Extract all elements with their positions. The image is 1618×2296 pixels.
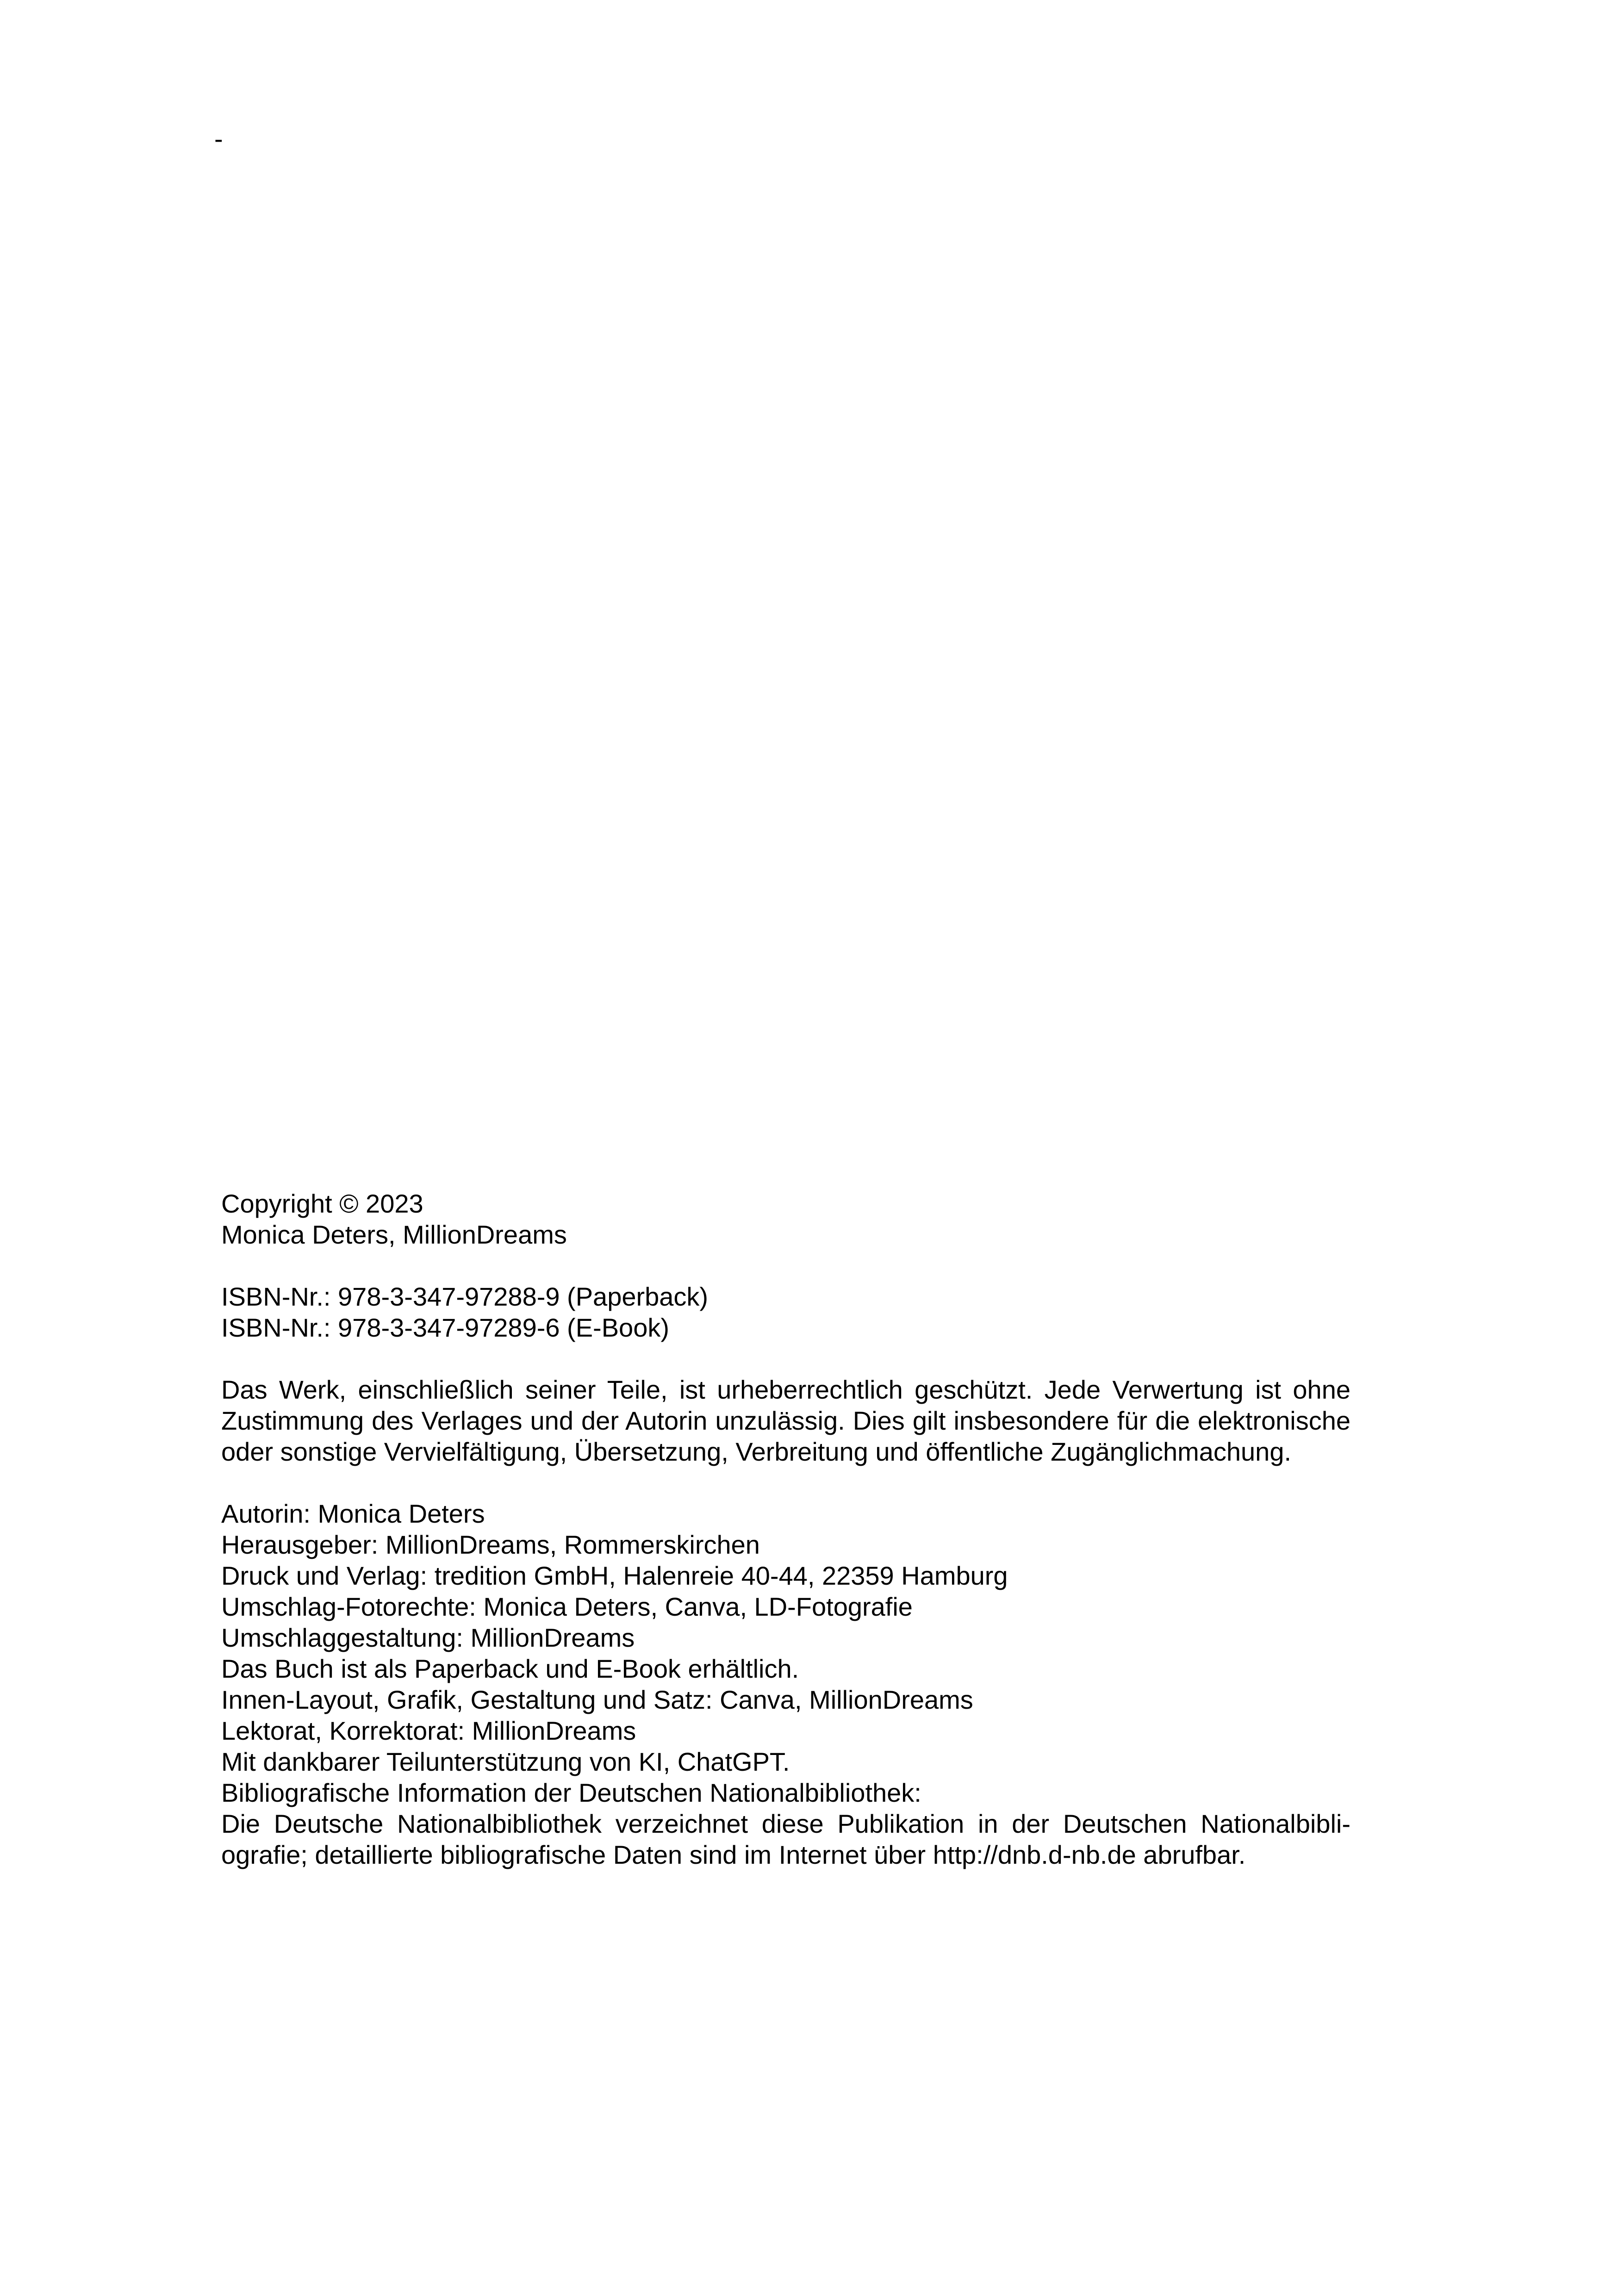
credit-editing-line: Lektorat, Korrektorat: MillionDreams (221, 1716, 636, 1745)
credit-cover-photo-line: Umschlag-Fotorechte: Monica Deters, Canva, LD-Fotografie (221, 1592, 913, 1621)
credit-layout-line: Innen-Layout, Grafik, Gestaltung und Satz: Canva, MillionDreams (221, 1685, 973, 1714)
dnb-paragraph: Die Deutsche Nationalbibliothek verzeichnet diese Publikation in der Deutschen Nationalbibliografie; detaillierte bibliografische Daten sind im Internet über http://dnb.d-nb.de abrufbar. (221, 1809, 1350, 1869)
credit-formats-line: Das Buch ist als Paperback und E-Book erhältlich. (221, 1654, 799, 1683)
credit-publisher-line: Herausgeber: MillionDreams, Rommerskirchen (221, 1530, 760, 1559)
copyright-line: Copyright © 2023 (221, 1189, 423, 1218)
credit-cover-design-line: Umschlaggestaltung: MillionDreams (221, 1623, 635, 1652)
dnb-heading-line: Bibliografische Information der Deutschen Nationalbibliothek: (221, 1778, 921, 1807)
rights-block (221, 1374, 1350, 1467)
credit-printing-line: Druck und Verlag: tredition GmbH, Halenreie 40-44, 22359 Hamburg (221, 1561, 1008, 1590)
imprint-section (221, 1188, 1350, 1901)
copyright-block (221, 1188, 1350, 1250)
copyright-holder-line: Monica Deters, MillionDreams (221, 1220, 567, 1249)
credit-author-line: Autorin: Monica Deters (221, 1499, 485, 1528)
isbn-ebook-line: ISBN-Nr.: 978-3-347-97289-6 (E-Book) (221, 1313, 669, 1342)
rights-paragraph: Das Werk, einschließlich seiner Teile, ist urheberrechtlich geschützt. Jede Verwertung ist ohne Zustimmung des Verlages und der Autorin unzulässig. Dies gilt insbesondere für die elektronische oder sonstige Vervielfältigung, Übersetzung, Verbreitung und öffentliche Zugänglichmachung. (221, 1375, 1350, 1466)
credit-ai-line: Mit dankbarer Teilunterstützung von KI, ChatGPT. (221, 1747, 790, 1776)
isbn-block (221, 1281, 1350, 1343)
top-dash-mark: - (214, 124, 223, 153)
isbn-paperback-line: ISBN-Nr.: 978-3-347-97288-9 (Paperback) (221, 1282, 709, 1311)
credits-block (221, 1498, 1350, 1870)
